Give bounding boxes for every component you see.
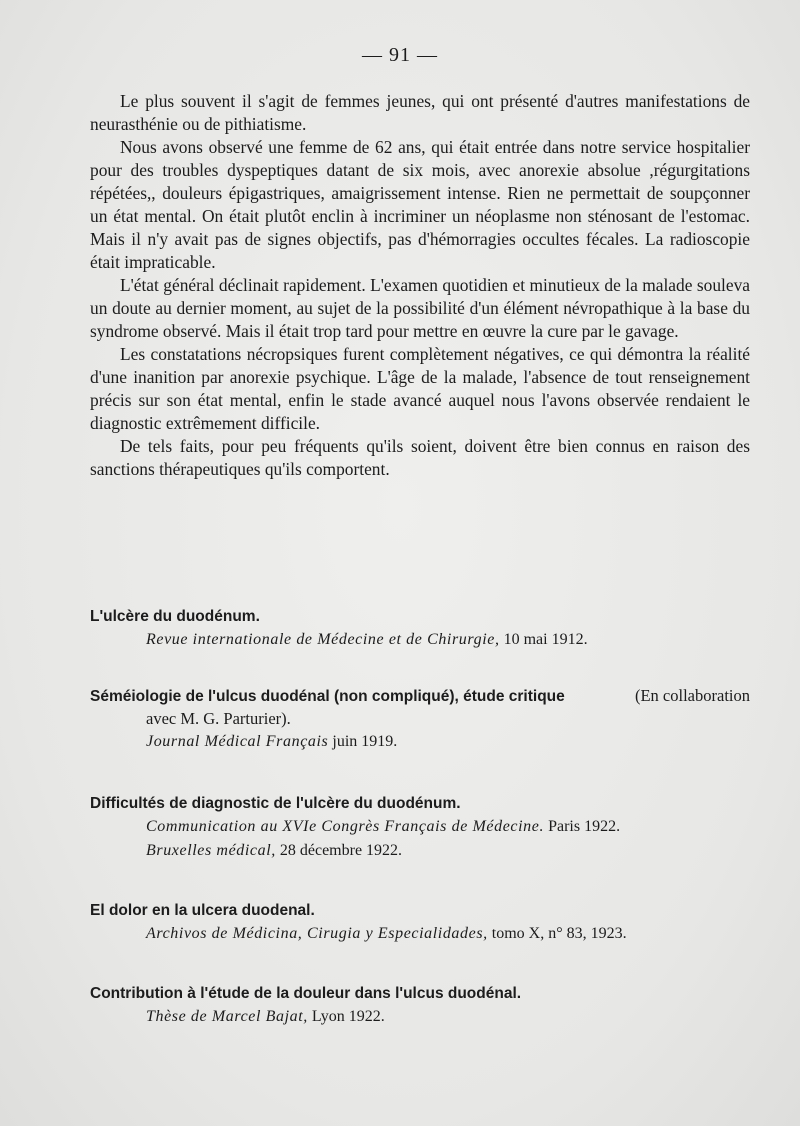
reference-title: Contribution à l'étude de la douleur dans l'ulcus duodénal. [90, 985, 522, 1002]
reference-journal: Journal Médical Français [146, 733, 329, 750]
paragraph: Nous avons observé une femme de 62 ans, qui était entrée dans notre service hospitalier pour des troubles dyspeptiques datant de six mois, avec anorexie absolue ,régurgitations répétées,, douleurs épigastriques, amaigrissement intense. Rien ne permettait de soupçonner un état mental. On était plutôt enclin à incriminer un néoplasme non sténosant de l'estomac. Mais il n'y avait pas de signes objectifs, pas d'hémorragies occultes fécales. La radioscopie était impraticable. [90, 137, 750, 272]
reference-source [90, 839, 750, 863]
reference-note: (En collaboration [634, 686, 750, 705]
reference-date: 28 décembre 1922. [279, 842, 403, 859]
paragraph: De tels faits, pour peu fréquents qu'ils soient, doivent être bien connus en raison des sanctions thérapeutiques qu'ils comportent. [90, 436, 750, 479]
reference-source [90, 815, 750, 839]
reference-date: tomo X, n° 83, 1923. [491, 925, 627, 942]
reference-date: juin 1919. [332, 733, 398, 750]
reference-source [90, 628, 750, 652]
reference-date: Lyon 1922. [311, 1008, 385, 1025]
reference-source [90, 730, 750, 754]
paragraph: Les constatations nécropsiques furent complètement négatives, ce qui démontra la réalité d'une inanition par anorexie psychique. L'âge de la malade, l'absence de tout renseignement précis sur son état mental, enfin le stade avancé auquel nous l'avons observée rendaient le diagnostic extrêmement difficile. [90, 344, 750, 433]
reference-title: Séméiologie de l'ulcus duodénal (non compliqué), étude critique [90, 688, 565, 705]
reference-source [90, 1005, 750, 1029]
reference-entry [90, 793, 750, 863]
reference-title: El dolor en la ulcera duodenal. [90, 902, 315, 919]
reference-entry [90, 686, 750, 754]
paragraph: Le plus souvent il s'agit de femmes jeunes, qui ont présenté d'autres manifestations de neurasthénie ou de pithiatisme. [90, 91, 750, 134]
reference-title: Difficultés de diagnostic de l'ulcère du duodénum. [90, 795, 461, 812]
reference-journal: Bruxelles médical, [146, 842, 276, 859]
reference-journal: Archivos de Médicina, Cirugia y Especialidades, [146, 925, 488, 942]
reference-continuation: avec M. G. Parturier). [146, 709, 291, 728]
reference-date: Paris 1922. [548, 818, 621, 835]
reference-journal: Revue internationale de Médecine et de Chirurgie, [146, 631, 500, 648]
reference-source [90, 922, 750, 946]
paragraph: L'état général déclinait rapidement. L'examen quotidien et minutieux de la malade souleva un doute au dernier moment, au sujet de la possibilité d'un élément névropathique à la base du syndrome observé. Mais il était trop tard pour mettre en œuvre la cure par le gavage. [90, 275, 750, 341]
reference-entry [90, 606, 750, 652]
reference-entry [90, 900, 750, 946]
reference-journal: Communication au XVIe Congrès Français de Médecine. [146, 818, 545, 835]
body-text [90, 90, 750, 481]
reference-title: L'ulcère du duodénum. [90, 608, 260, 625]
reference-date: 10 mai 1912. [503, 631, 588, 648]
reference-title-row [90, 686, 750, 708]
page-number: — 91 — [362, 44, 438, 66]
reference-entry [90, 983, 750, 1029]
reference-journal: Thèse de Marcel Bajat, [146, 1008, 308, 1025]
